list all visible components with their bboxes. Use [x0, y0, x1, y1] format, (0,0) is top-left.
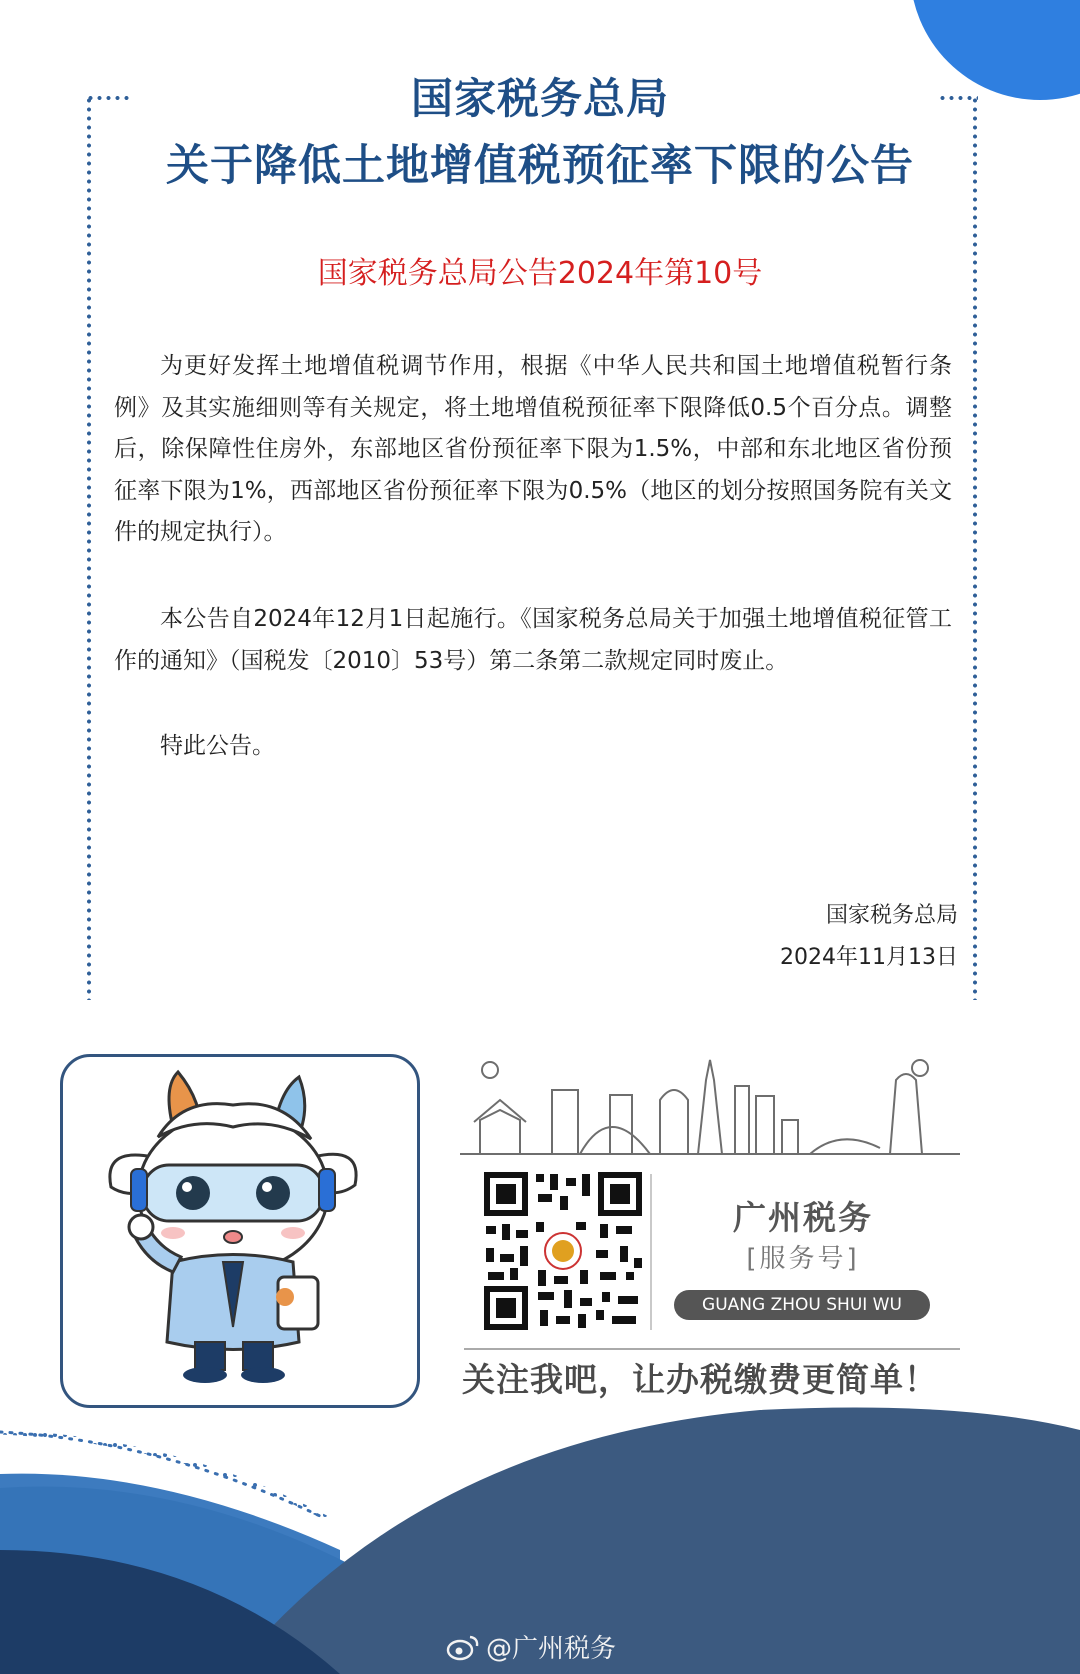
- page-title-line1: 国家税务总局: [410, 74, 669, 123]
- brand-pinyin: GUANG ZHOU SHUI WU: [674, 1290, 930, 1320]
- signature-org: 国家税务总局: [825, 903, 958, 928]
- city-skyline: [460, 1050, 960, 1160]
- brand-name: 广州税务: [733, 1198, 873, 1237]
- promo-line: [464, 1348, 960, 1350]
- brand-subtitle: [服务号]: [746, 1244, 860, 1274]
- document-number: 国家税务总局公告2024年第10号: [317, 256, 763, 291]
- paragraph-2-text: 本公告自2024年12月1日起施行。《国家税务总局关于加强土地增值税征管工作的通知》（国税发〔2010〕53号）第二条第二款规定同时废止。: [114, 606, 952, 674]
- qr-code[interactable]: [480, 1168, 646, 1334]
- dotted-frame-left: [86, 96, 92, 1000]
- paragraph-3: [114, 726, 952, 768]
- signature-date: 2024年11月13日: [780, 945, 958, 970]
- mascot-card: [60, 1054, 420, 1408]
- paragraph-2: [114, 599, 952, 682]
- page-title-line2: 关于降低土地增值税预征率下限的公告: [166, 141, 914, 191]
- slogan: 关注我吧，让办税缴费更简单！: [462, 1360, 938, 1399]
- weibo-handle: @广州税务: [486, 1634, 617, 1664]
- paragraph-1-text: 为更好发挥土地增值税调节作用，根据《中华人民共和国土地增值税暂行条例》及其实施细则等有关规定，将土地增值税预征率下限降低0.5个百分点。调整后，除保障性住房外，东部地区省份预征率下限为1.5%，中部和东北地区省份预征率下限为1%，西部地区省份预征率下限为0.5%（地区的划分按照国务院有关文件的规定执行）。: [114, 353, 952, 545]
- weibo-watermark: [446, 1628, 616, 1665]
- mascot-goat: [63, 1057, 417, 1405]
- paragraph-1: [114, 346, 952, 554]
- dotted-frame-right: [972, 96, 978, 1000]
- weibo-icon: [446, 1633, 480, 1661]
- paragraph-3-text: 特此公告。: [160, 733, 275, 759]
- promo-divider: [650, 1174, 652, 1330]
